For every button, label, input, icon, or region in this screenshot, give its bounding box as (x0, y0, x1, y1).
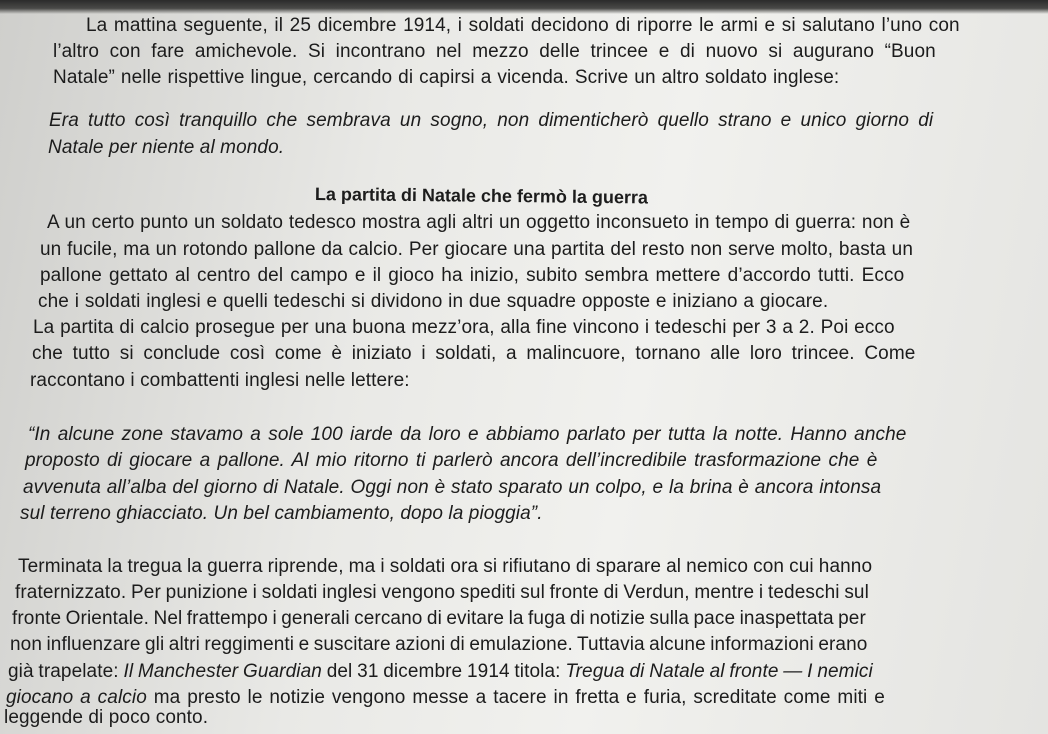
final-line-5 (8, 660, 873, 684)
newspaper-headline: Tregua di Natale al fronte — I nemici (565, 661, 873, 682)
final-line-7: leggende di poco conto. (4, 707, 209, 728)
final-line-1: Terminata la tregua la guerra riprende, ma i soldati ora si rifiutano di sparare al nemico con cui hanno (18, 556, 873, 577)
final-line-6-text: ma presto le notizie vengono messe a tacere in fretta e furia, screditate come miti e (146, 687, 885, 708)
quote2-line-4: sul terreno ghiacciato. Un bel cambiamento, dopo la pioggia”. (20, 503, 543, 524)
section-line-5: La partita di calcio prosegue per una buona mezz’ora, alla fine vincono i tedeschi per 3 a 2. Poi ecco (33, 317, 895, 338)
quote1-line-2: Natale per niente al mondo. (48, 137, 285, 158)
section-line-4: che i soldati inglesi e quelli tedeschi si dividono in due squadre opposte e iniziano a giocare. (38, 291, 829, 312)
section-line-2: un fucile, ma un rotondo pallone da calcio. Per giocare una partita del resto non serve molto, basta un (40, 239, 914, 260)
quote2-line-3: avvenuta all’alba del giorno di Natale. Oggi non è stato sparato un colpo, e la brina è ancora intonsa (23, 477, 882, 498)
section-line-1: A un certo punto un soldato tedesco mostra agli altri un oggetto inconsueto in tempo di guerra: non è (47, 212, 911, 233)
newspaper-name: Il Manchester Guardian (123, 661, 322, 682)
final-line-2: fraternizzato. Per punizione i soldati inglesi vengono spediti sul fronte di Verdun, mentre i tedeschi sul (15, 582, 869, 603)
final-line-4: non influenzare gli altri reggimenti e suscitare azioni di emulazione. Tuttavia alcune informazioni erano (10, 634, 868, 655)
intro-line-1: La mattina seguente, il 25 dicembre 1914, i soldati decidono di riporre le armi e si salutano l’uno con (86, 15, 960, 36)
headline-continuation: giocano a calcio (6, 687, 147, 708)
section-line-3: pallone gettato al centro del campo e il gioco ha inizio, subito sembra mettere d’accordo tutti. Ecco (40, 265, 905, 286)
final-line-5-text-b: del 31 dicembre 1914 titola: (321, 661, 566, 682)
quote2-line-1: “In alcune zone stavamo a sole 100 iarde da loro e abbiamo parlato per tutta la notte. Hanno anche (28, 424, 907, 445)
quote2-line-2: proposto di giocare a pallone. Al mio ritorno ti parlerò ancora dell’incredibile trasformazione che è (25, 450, 878, 471)
final-line-5-text-a: già trapelate: (8, 661, 124, 682)
quote1-line-1: Era tutto così tranquillo che sembrava un sogno, non dimenticherò quello strano e unico giorno di (49, 110, 934, 131)
section-line-7: raccontano i combattenti inglesi nelle lettere: (30, 370, 410, 391)
section-heading: La partita di Natale che fermò la guerra (314, 184, 649, 208)
intro-line-3: Natale” nelle rispettive lingue, cercando di capirsi a vicenda. Scrive un altro soldato inglese: (53, 67, 840, 88)
intro-line-2: l’altro con fare amichevole. Si incontrano nel mezzo delle trincee e di nuovo si augurano “Buon (53, 41, 936, 62)
final-line-3: fronte Orientale. Nel frattempo i generali cercano di evitare la fuga di notizie sulla pace inaspettata per (12, 608, 866, 629)
section-line-6: che tutto si conclude così come è iniziato i soldati, a malincuore, tornano alle loro trincee. Come (32, 343, 916, 364)
